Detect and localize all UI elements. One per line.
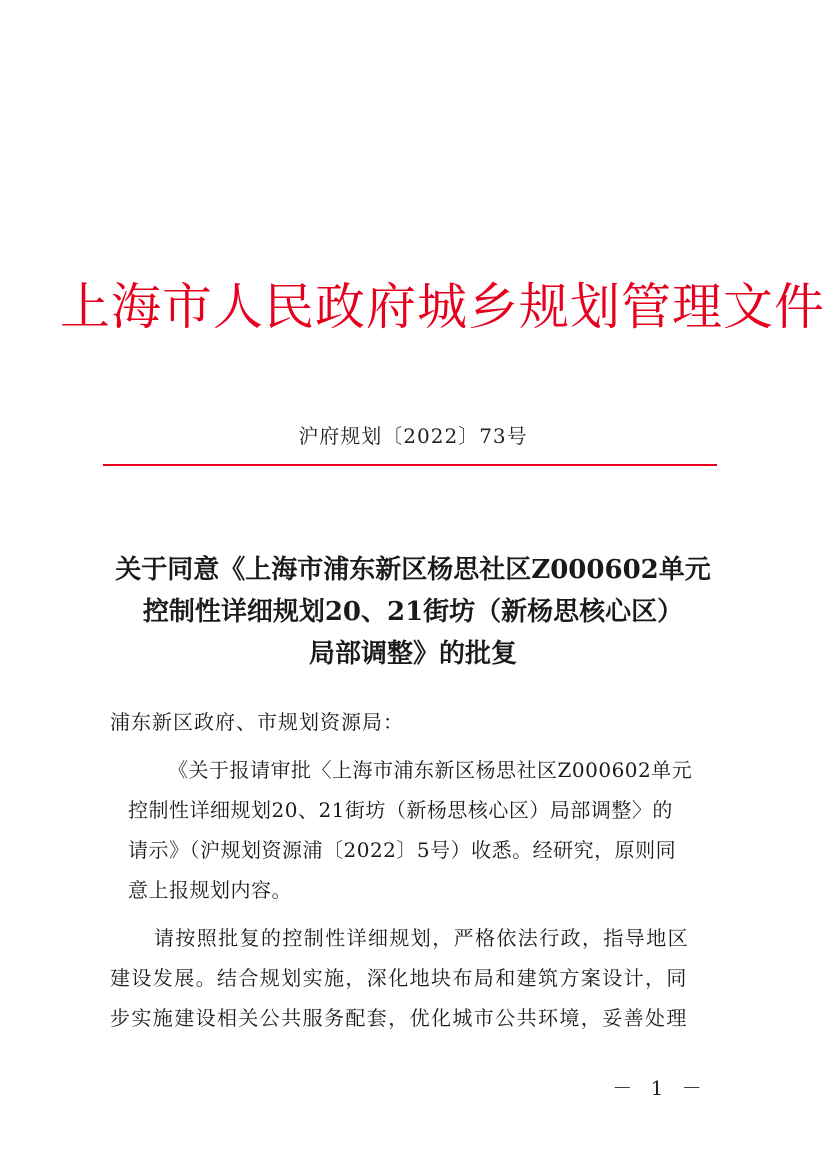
title-line: 关于同意《上海市浦东新区杨思社区Z000602单元 [115,555,711,585]
paragraph-line: 请示》（沪规划资源浦〔2022〕5号）收悉。经研究，原则同 [128,838,677,862]
red-divider-line [103,464,717,466]
document-masthead: 上海市人民政府城乡规划管理文件 [60,278,825,336]
paragraph-line: 建设发展。结合规划实施，深化地块布局和建筑方案设计，同 [110,966,688,990]
paragraph-line: 步实施建设相关公共服务配套，优化城市公共环境，妥善处理 [110,1006,688,1030]
paragraph-line: 请按照批复的控制性详细规划，严格依法行政，指导地区 [154,926,689,950]
title-line: 控制性详细规划20、21街坊（新杨思核心区） [142,597,684,627]
salutation: 浦东新区政府、市规划资源局： [110,710,404,734]
page-number: － 1 － [612,1076,708,1100]
paragraph-line: 《关于报请审批〈上海市浦东新区杨思社区Z000602单元 [168,758,693,782]
paragraph-line: 意上报规划内容。 [128,878,292,902]
body-paragraph [110,918,716,1038]
document-title [90,549,736,675]
title-line: 局部调整》的批复 [308,639,517,669]
document-number: 沪府规划〔2022〕73号 [298,424,528,448]
body-paragraph [128,750,718,910]
paragraph-line: 控制性详细规划20、21街坊（新杨思核心区）局部调整〉的 [128,798,673,822]
